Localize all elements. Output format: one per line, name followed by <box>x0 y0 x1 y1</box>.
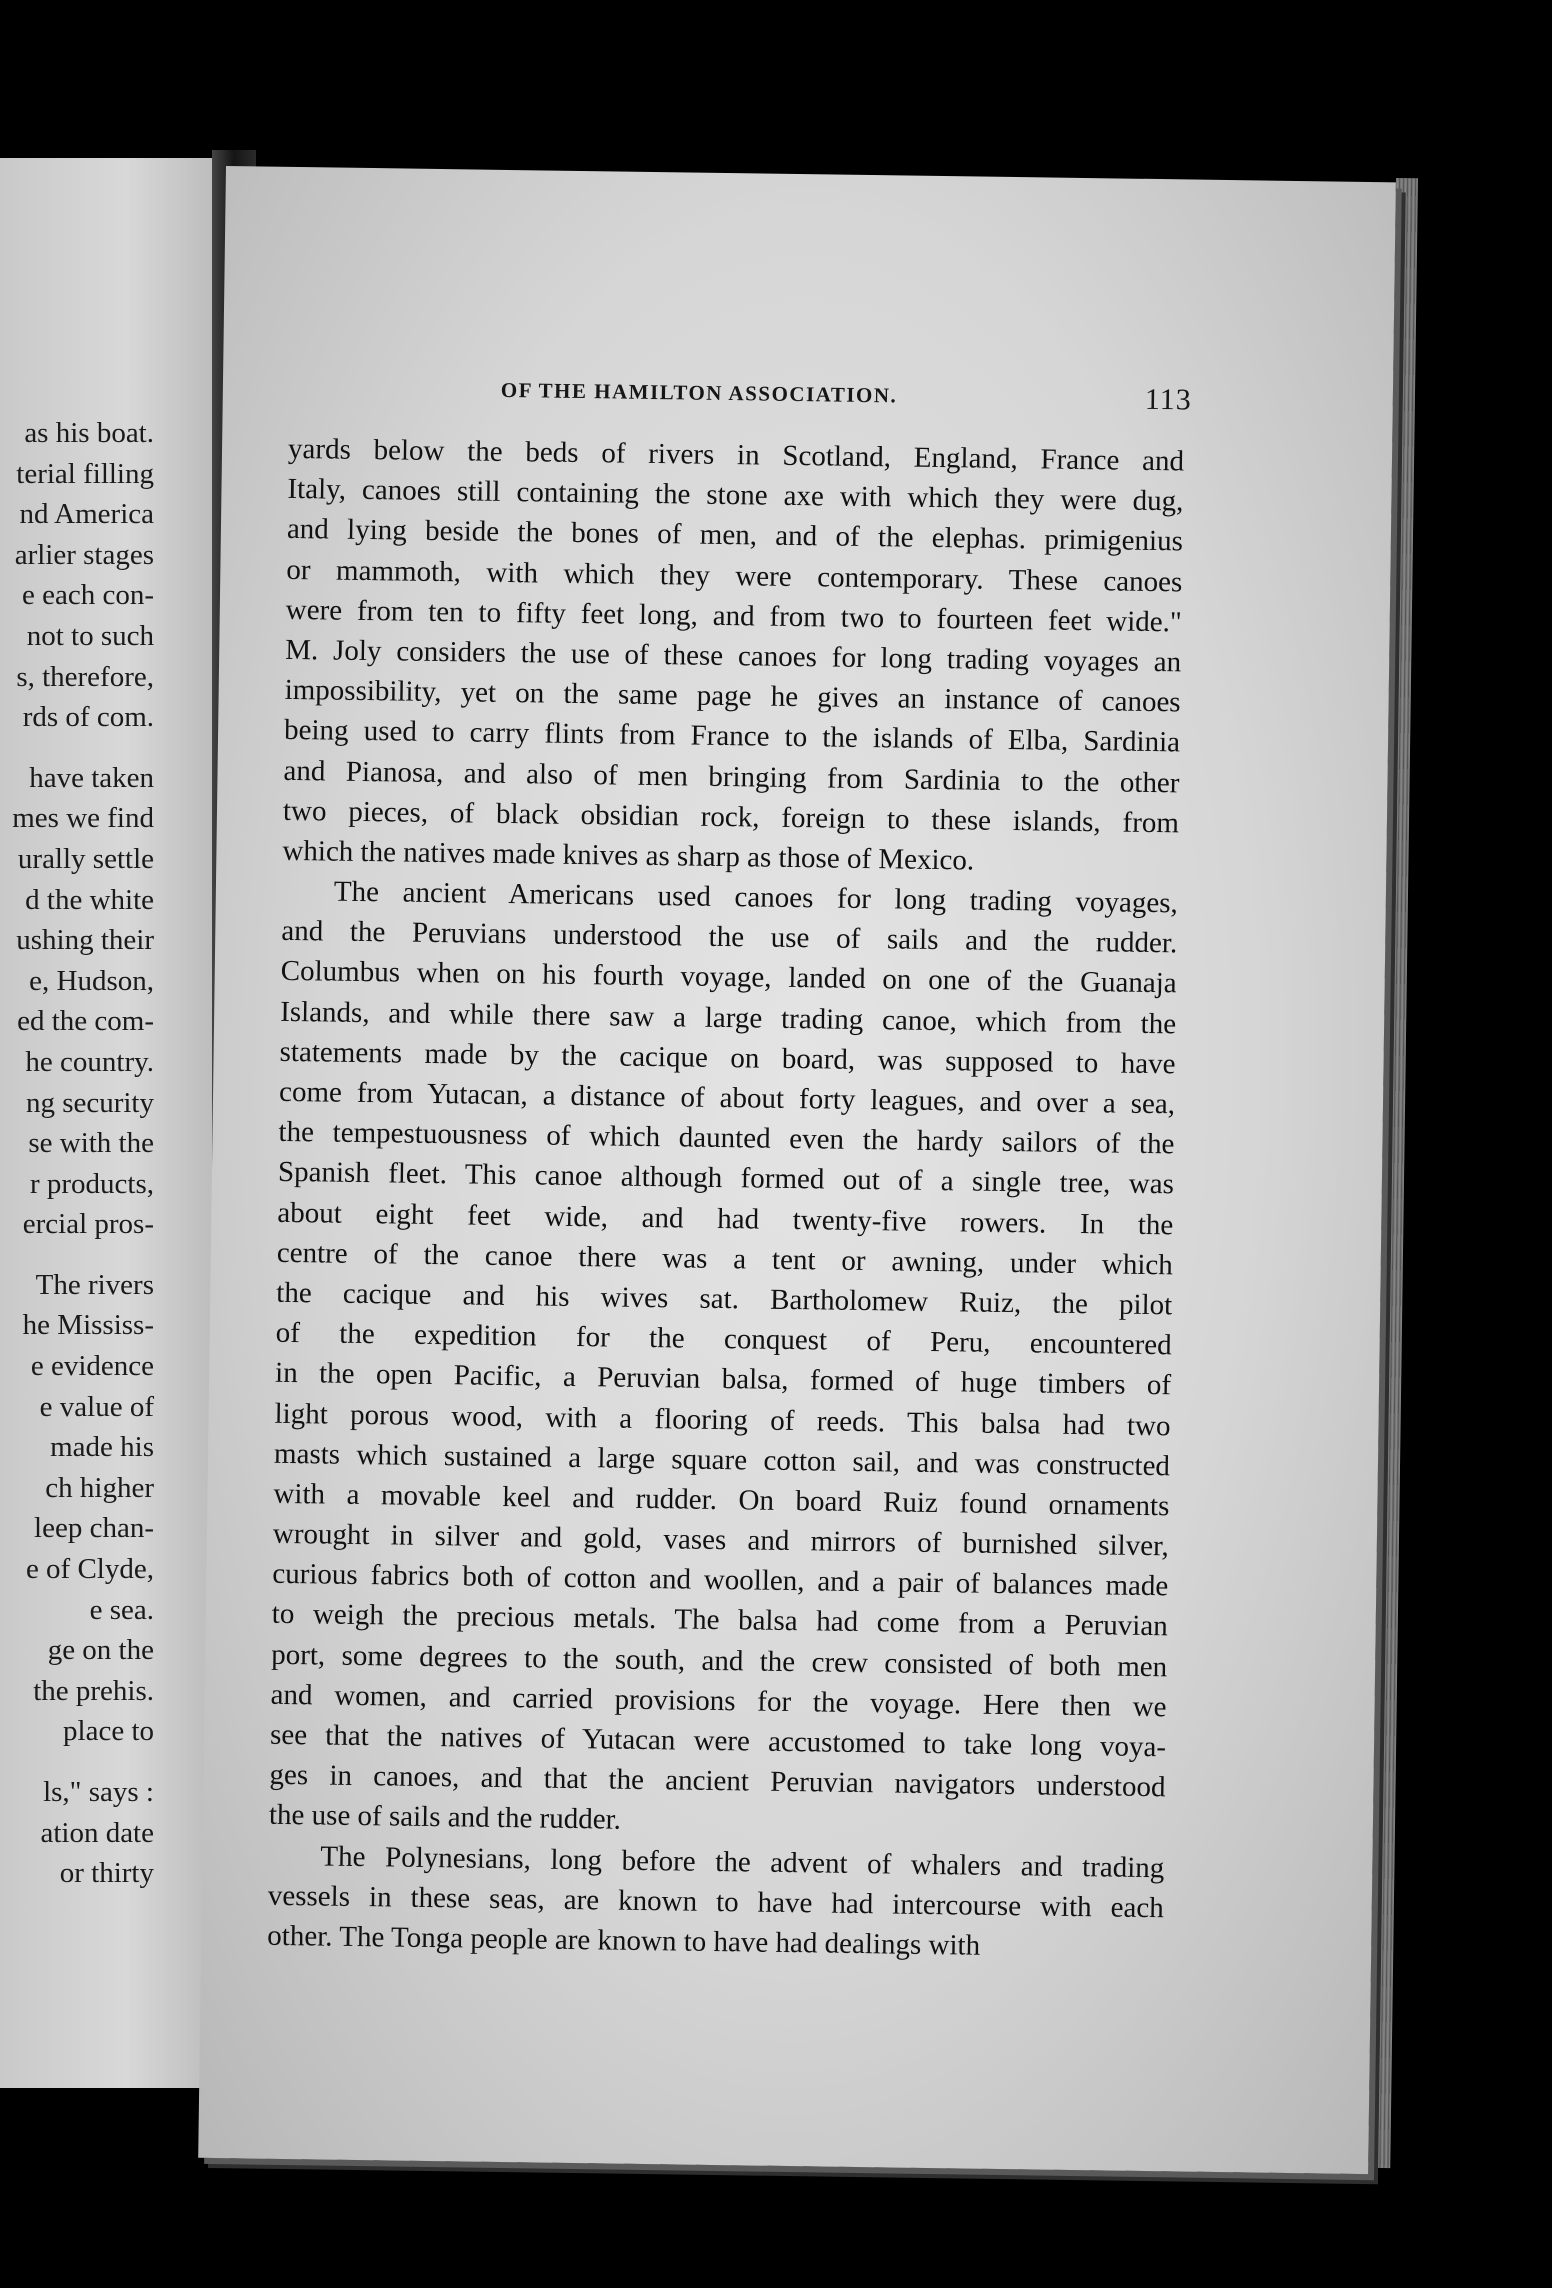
text-line: Spanish fleet. This canoe although formed out of a single tree, was <box>277 1156 1175 1201</box>
left-page-line: or thirty <box>59 1857 154 1890</box>
left-page-line: nd America <box>19 498 154 531</box>
left-page-line: have taken <box>29 761 154 794</box>
left-page-text <box>12 413 154 1894</box>
left-page-line: e evidence <box>30 1350 154 1383</box>
text-line: yards below the beds of rivers in Scotland, England, France and <box>287 432 1185 478</box>
left-page-line: as his boat. <box>24 417 154 449</box>
left-page-line: arlier stages <box>14 538 154 571</box>
left-page-line: r products, <box>29 1167 154 1200</box>
left-page-line <box>12 1752 154 1772</box>
text-line: and the Peruvians understood the use of sails and the rudder. <box>281 915 1178 960</box>
text-line: being used to carry flints from France to the islands of Elba, Sardinia <box>283 714 1181 759</box>
left-page-line: se with the <box>28 1127 154 1160</box>
text-line: curious fabrics both of cotton and woollen, and a pair of balances made <box>272 1558 1169 1603</box>
text-line: light porous wood, with a flooring of reeds. This balsa had two <box>274 1397 1171 1442</box>
text-line: see that the natives of Yutacan were accustomed to take long voya- <box>269 1718 1167 1764</box>
text-line: about eight feet wide, and had twenty-five rowers. In the <box>277 1196 1174 1241</box>
text-line: or mammoth, with which they were contemporary. These canoes <box>286 553 1183 598</box>
left-page-line: made his <box>50 1431 154 1464</box>
text-line: Islands, and while there saw a large trading canoe, which from the <box>279 995 1177 1040</box>
page-number: 113 <box>1144 382 1192 417</box>
text-line: The ancient Americans used canoes for long trading voyages, <box>333 875 1179 920</box>
left-page-line: terial filling <box>16 457 154 490</box>
left-page-line <box>12 738 154 758</box>
left-page-line: rds of com. <box>22 701 154 734</box>
left-page-line: the prehis. <box>33 1674 154 1707</box>
text-line: wrought in silver and gold, vases and mirrors of burnished silver, <box>272 1517 1170 1563</box>
text-line: with a movable keel and rudder. On board Ruiz found ornaments <box>273 1477 1170 1523</box>
text-line: come from Yutacan, a distance of about forty leagues, and over a sea, <box>278 1075 1176 1121</box>
text-line: ges in canoes, and that the ancient Peruvian navigators understood <box>269 1758 1166 1804</box>
text-line: the cacique and his wives sat. Bartholomew Ruiz, the pilot <box>276 1276 1173 1322</box>
text-line: Italy, canoes still containing the stone axe with which they were dug, <box>287 473 1184 518</box>
left-page-line: not to such <box>26 619 154 652</box>
text-line: port, some degrees to the south, and the crew consisted of both men <box>270 1638 1168 1683</box>
left-page-line: place to <box>63 1715 154 1748</box>
left-page-line: mes we find <box>12 802 154 835</box>
left-page-line: e value of <box>39 1390 154 1423</box>
text-line: vessels in these seas, are known to have had intercourse with each <box>267 1879 1164 1925</box>
left-page-line: ge on the <box>47 1634 154 1667</box>
text-line: in the open Pacific, a Peruvian balsa, formed of huge timbers of <box>274 1357 1172 1402</box>
right-page <box>198 166 1396 2174</box>
text-line: to weigh the precious metals. The balsa had come from a Peruvian <box>271 1598 1168 1643</box>
text-line: two pieces, of black obsidian rock, foreign to these islands, from <box>282 794 1180 840</box>
left-page-line: ed the com- <box>17 1005 154 1038</box>
text-line: which the natives made knives as sharp as those of Mexico. <box>282 834 975 877</box>
text-line: of the expedition for the conquest of Peru, encountered <box>275 1316 1172 1362</box>
left-page-line: he country. <box>25 1045 154 1078</box>
text-line: Columbus when on his fourth voyage, landed on one of the Guanaja <box>280 955 1177 1000</box>
left-page-line: e of Clyde, <box>25 1553 154 1586</box>
body-text <box>267 429 1184 1968</box>
text-line: the use of sails and the rudder. <box>268 1799 622 1837</box>
text-line: and women, and carried provisions for the voyage. Here then we <box>270 1678 1167 1724</box>
text-line: and Pianosa, and also of men bringing from Sardinia to the other <box>283 754 1180 799</box>
text-line: and lying beside the bones of men, and of the elephas. primigenius <box>286 513 1184 558</box>
text-line: masts which sustained a large square cotton sail, and was constructed <box>273 1437 1171 1482</box>
text-line: other. The Tonga people are known to have had dealings with <box>267 1919 981 1962</box>
left-page-line: s, therefore, <box>16 660 154 693</box>
left-page-line: ation date <box>40 1816 154 1849</box>
left-page-line: e sea. <box>89 1593 154 1626</box>
left-page-line: ls," says : <box>43 1776 154 1808</box>
left-page-line: d the white <box>25 883 154 916</box>
text-line: The Polynesians, long before the advent of whalers and trading <box>320 1840 1165 1884</box>
text-line: statements made by the cacique on board, was supposed to have <box>279 1035 1176 1081</box>
left-page-line: ushing their <box>16 924 154 957</box>
left-page-line: he Mississ- <box>22 1309 154 1342</box>
left-page-line: The rivers <box>35 1268 154 1301</box>
text-line: centre of the canoe there was a tent or awning, under which <box>276 1236 1173 1282</box>
left-page-line: ch higher <box>45 1471 154 1504</box>
left-page-line: urally settle <box>17 842 154 875</box>
left-page-line: ng security <box>25 1086 154 1119</box>
text-line: impossibility, yet on the same page he gives an instance of canoes <box>284 673 1181 719</box>
running-head: OF THE HAMILTON ASSOCIATION. <box>500 377 898 408</box>
left-page-line: leep chan- <box>34 1512 154 1545</box>
text-line: M. Joly considers the use of these canoes for long trading voyages an <box>285 633 1182 679</box>
left-page <box>0 158 212 2088</box>
text-line: the tempestuousness of which daunted even the hardy sailors of the <box>278 1116 1175 1161</box>
left-page-line: e, Hudson, <box>29 964 154 997</box>
left-page-line: ercial pros- <box>22 1208 154 1241</box>
text-line: were from ten to fifty feet long, and from two to fourteen feet wide." <box>285 593 1182 639</box>
left-page-line <box>12 1245 154 1265</box>
left-page-line: e each con- <box>21 579 154 612</box>
